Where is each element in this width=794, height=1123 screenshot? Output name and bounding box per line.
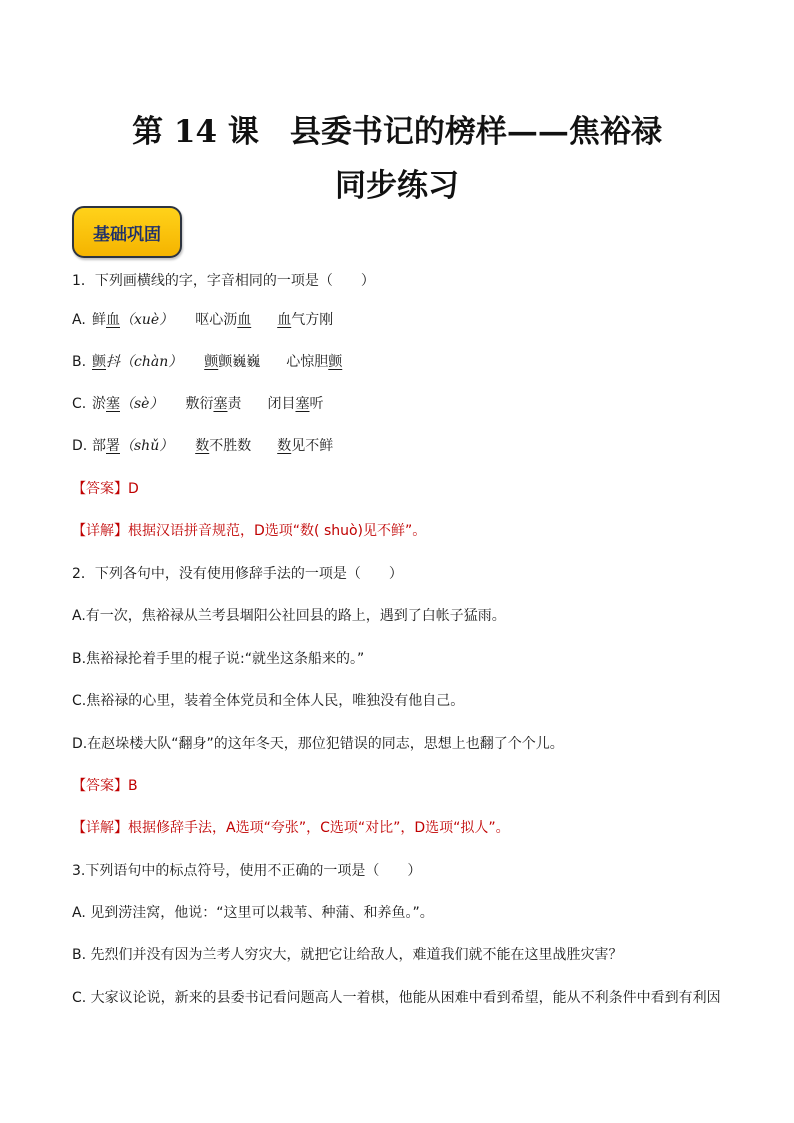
q3-option-b: B. 先烈们并没有因为兰考人穷灾大，就把它让给敌人，难道我们就不能在这里战胜灾害？ — [72, 947, 623, 963]
q2-option-c: C.焦裕禄的心里，装着全体党员和全体人民，唯独没有他自己。 — [72, 693, 465, 709]
detail-text: 根据汉语拼音规范，D选项“数( shuò)见不鲜”。 — [128, 523, 427, 539]
q2-option-b: B.焦裕禄抡着手里的棍子说:“就坐这条船来的。” — [72, 651, 365, 667]
section-badge — [72, 206, 182, 258]
answer-label: 【答案】 — [72, 778, 128, 794]
q2-stem: 2．下列各句中，没有使用修辞手法的一项是（ ） — [72, 566, 403, 582]
q2-option-a: A.有一次，焦裕禄从兰考县堌阳公社回县的路上，遇到了白帐子猛雨。 — [72, 608, 506, 624]
q1-option-c: C. 淤塞（sè） 敷衍塞责 闭目塞听 — [72, 396, 324, 412]
q1-detail — [72, 522, 426, 540]
q1-stem: 1．下列画横线的字，字音相同的一项是（ ） — [72, 273, 375, 289]
q1-option-b: B. 颤抖（chàn） 颤颤巍巍 心惊胆颤 — [72, 354, 343, 370]
section-badge-label: 基础巩固 — [93, 224, 161, 245]
q3-option-a: A. 见到涝洼窝，他说：“这里可以栽苇、种蒲、和养鱼。”。 — [72, 905, 434, 921]
page-title: 第 14 课 县委书记的榜样——焦裕禄 — [132, 114, 662, 150]
q1-option-d: D. 部署（shǔ） 数不胜数 数见不鲜 — [72, 438, 334, 454]
detail-text: 根据修辞手法，A选项“夸张”，C选项“对比”，D选项“拟人”。 — [128, 820, 510, 836]
detail-label: 【详解】 — [72, 820, 128, 836]
q1-option-a: A. 鲜血（xuè） 呕心沥血 血气方刚 — [72, 312, 334, 328]
q3-stem: 3.下列语句中的标点符号，使用不正确的一项是（ ） — [72, 863, 422, 879]
q3-option-c: C. 大家议论说，新来的县委书记看问题高人一着棋，他能从困难中看到希望，能从不利条件中看到有利因 — [72, 990, 721, 1006]
q1-answer — [72, 480, 139, 498]
q2-option-d: D.在赵垛楼大队“翻身”的这年冬天，那位犯错误的同志，思想上也翻了个个儿。 — [72, 736, 564, 752]
detail-label: 【详解】 — [72, 523, 128, 539]
answer-value: B — [128, 778, 138, 794]
answer-label: 【答案】 — [72, 481, 128, 497]
q2-detail — [72, 819, 510, 837]
q2-answer — [72, 777, 138, 795]
answer-value: D — [128, 481, 139, 497]
page-subtitle: 同步练习 — [335, 168, 459, 204]
